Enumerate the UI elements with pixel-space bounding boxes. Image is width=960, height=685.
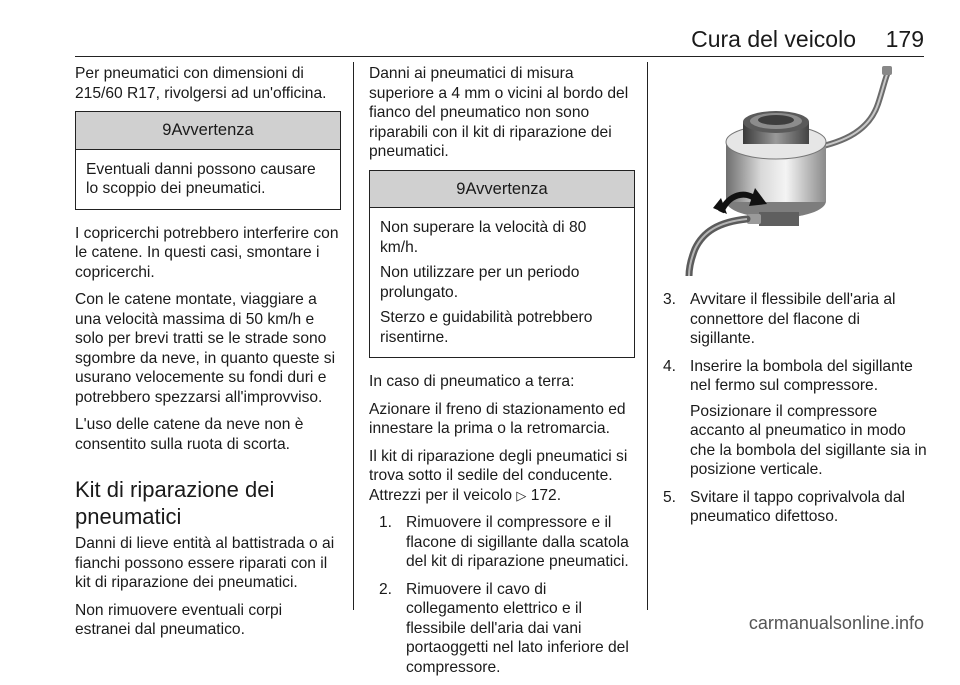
warning-line: Sterzo e guidabilità potrebbero risentirne. xyxy=(380,309,593,346)
paragraph: Con le catene montate, viaggiare a una velocità massima di 50 km/h e solo per brevi tratti se le strade sono sgombre da neve, in quanto queste si usurano velocemente su fondi duri e potrebbero spezzarsi all'improvviso. xyxy=(75,291,336,406)
paragraph: L'uso delle catene da neve non è consentito sulla ruota di scorta. xyxy=(75,416,304,453)
warning-header xyxy=(370,171,634,209)
header-title: Cura del veicolo xyxy=(691,26,856,52)
list-item xyxy=(663,488,928,527)
step-number: 2. xyxy=(379,580,393,598)
list-item xyxy=(663,357,928,480)
warning-line: Non superare la velocità di 80 km/h. xyxy=(380,219,587,256)
column-middle xyxy=(369,64,635,685)
column-left xyxy=(75,64,341,648)
column-divider xyxy=(353,62,354,610)
step-text: Rimuovere il cavo di collegamento elettrico e il flessibile dell'aria dai vani portaoggetti nel lato inferiore del compressore. xyxy=(406,580,629,676)
paragraph: Per pneumatici con dimensioni di 215/60 R17, rivolgersi ad un'officina. xyxy=(75,65,327,102)
paragraph: Danni di lieve entità al battistrada o ai fianchi possono essere riparati con il kit di riparazione dei pneumatici. xyxy=(75,535,335,591)
warning-title: Avvertenza xyxy=(171,121,254,139)
paragraph: I copricerchi potrebbero interferire con le catene. In questi casi, smontare i copricerchi. xyxy=(75,224,339,281)
paragraph: Danni ai pneumatici di misura superiore a 4 mm o vicini al bordo del fianco del pneumatico non sono riparabili con il kit di riparazione dei pneumatici. xyxy=(369,65,629,160)
warning-header xyxy=(76,112,340,150)
list-item xyxy=(379,580,635,678)
sealant-bottle-icon xyxy=(663,64,928,276)
column-right xyxy=(663,64,928,535)
warning-title: Avvertenza xyxy=(465,179,548,198)
step-number: 4. xyxy=(663,357,677,375)
warning-box xyxy=(75,111,341,210)
steps-list xyxy=(369,513,635,677)
warning-line: Non utilizzare per un periodo prolungato. xyxy=(380,264,580,301)
warning-icon: 9 xyxy=(162,121,172,139)
page-reference-icon: ▷ xyxy=(516,487,527,503)
warning-text: Eventuali danni possono causare lo scoppio dei pneumatici. xyxy=(86,160,316,197)
paragraph: Azionare il freno di stazionamento ed innestare la prima o la retromarcia. xyxy=(369,400,626,437)
page-reference[interactable]: 172. xyxy=(530,486,562,504)
paragraph: Non rimuovere eventuali corpi estranei dal pneumatico. xyxy=(75,601,283,638)
list-item xyxy=(663,290,928,349)
watermark: carmanualsonline.info xyxy=(748,613,924,633)
step-text: Rimuovere il compressore e il flacone di sigillante dalla scatola del kit di riparazione pneumatici. xyxy=(406,514,629,570)
page-header xyxy=(0,26,960,56)
step-text: Posizionare il compressore accanto al pneumatico in modo che la bombola del sigillante sia in posizione verticale. xyxy=(690,402,927,478)
header-rule xyxy=(75,56,924,57)
list-item xyxy=(379,513,635,572)
warning-icon: 9 xyxy=(456,179,466,198)
step-text: Svitare il tappo coprivalvola dal pneumatico difettoso. xyxy=(690,488,905,525)
step-number: 1. xyxy=(379,514,393,531)
step-number: 3. xyxy=(663,291,677,308)
step-text: Inserire la bombola del sigillante nel fermo sul compressore. xyxy=(690,357,913,394)
page-number: 179 xyxy=(885,26,924,52)
paragraph: In caso di pneumatico a terra: xyxy=(369,373,575,390)
step-number: 5. xyxy=(663,488,677,506)
sealant-bottle-illustration xyxy=(663,64,928,276)
warning-body xyxy=(76,150,340,209)
warning-box xyxy=(369,170,635,359)
step-text: Avvitare il flessibile dell'aria al connettore del flacone di sigillante. xyxy=(690,291,896,347)
warning-body xyxy=(370,208,634,357)
section-title: Kit di riparazione dei pneumatici xyxy=(75,477,275,529)
paragraph xyxy=(369,447,635,506)
column-divider xyxy=(647,62,648,610)
steps-list xyxy=(663,290,928,527)
paragraph-text: Il kit di riparazione degli pneumatici si trova sotto il sedile del conducente. Attrezzi per il veicolo xyxy=(369,447,628,504)
